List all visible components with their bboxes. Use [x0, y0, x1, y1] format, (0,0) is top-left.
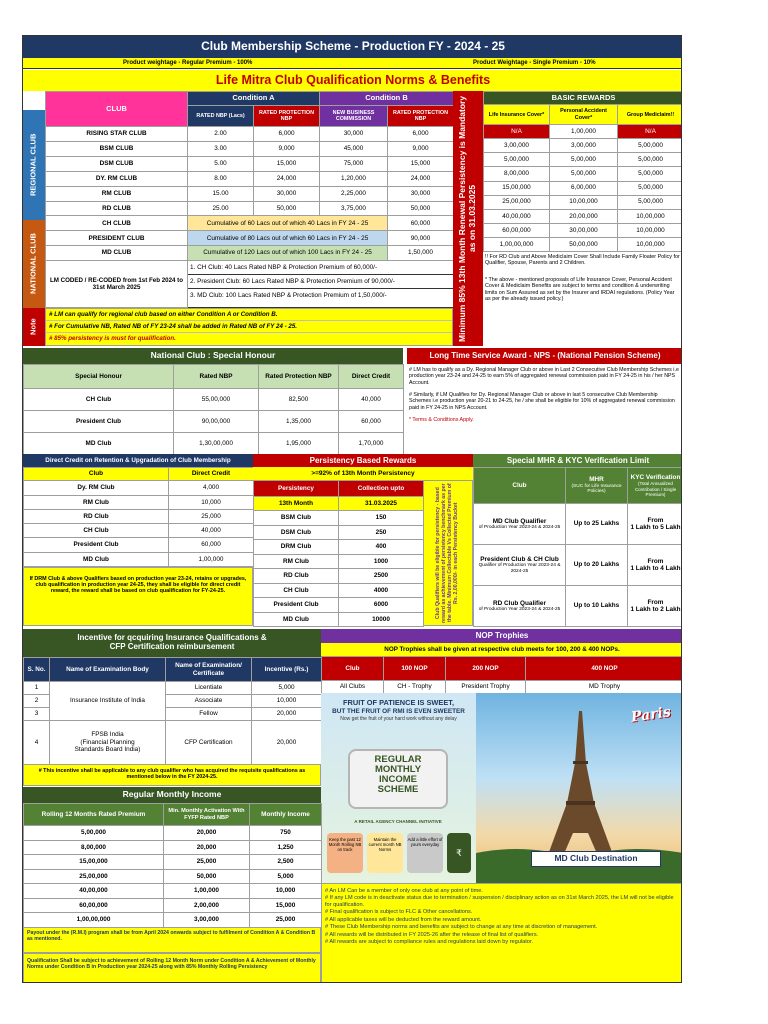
col-group-mediclaim: Group Mediclaim!!: [618, 105, 683, 125]
persistency-title: Persistency Based Rewards: [253, 454, 473, 467]
rmi-row: 15,00,000 25,000 2,500: [24, 855, 322, 870]
incentive-title: Incentive for qcquiring Insurance Qualifications & CFP Certification reimbursement: [23, 629, 321, 657]
reward-row: 40,00,000 20,00,000 10,00,000: [484, 209, 683, 223]
regional-row: DSM CLUB 5.00 15,000 75,000 15,000: [46, 156, 454, 171]
col-rated-nbp: RATED NBP (Lacs): [188, 105, 254, 126]
jar-1: Keep the past 12 Month Rolling NB on track: [327, 833, 363, 873]
poster-jars: [327, 833, 471, 873]
condition-a-header: Condition A: [188, 92, 320, 106]
mhr-row: RD Club Qualifier of Production Year 2023-24 & 2024-25 Up to 10 Lakhs From 1 Lakh to 2 Lakh: [474, 586, 683, 627]
rmi-row: 8,00,000 20,000 1,250: [24, 840, 322, 855]
nop-table: Club 100 NOP 200 NOP 400 NOP All Clubs CH - Trophy President Trophy MD Trophy: [321, 656, 682, 693]
club-header: CLUB: [46, 92, 188, 127]
incentive-row: 4 FPSB India (Financial Planning Standards Board India) CFP Certification 20,000: [24, 721, 322, 765]
direct-credit-row: MD Club 1,00,000: [24, 552, 254, 566]
national-row: CH CLUB Cumulative of 60 Lacs out of which 40 Lacs in FY 24 - 25 60,000: [46, 216, 454, 231]
national-club-label: NATIONAL CLUB: [23, 220, 45, 308]
rmi-note-1: Payout under the (R.M.I) program shall be from April 2024 onwards subject to fulfilment of Condition A & Condition B as mentioned.: [23, 927, 321, 953]
jar-3: Add a little effort of yours everyday: [407, 833, 443, 873]
persistency-mandatory-label: Minimum 85% 13th Month Renewal Persistency is Mandatory as on 31.03.2025: [453, 91, 483, 346]
honour-row: CH Club 55,00,000 82,500 40,000: [24, 389, 404, 411]
direct-credit-row: RM Club 10,000: [24, 495, 254, 509]
rmi-row: 60,00,000 2,00,000 15,000: [24, 898, 322, 913]
regional-row: RISING STAR CLUB 2.00 6,000 30,000 6,000: [46, 127, 454, 142]
col-life-cover: Life Insurance Cover*: [484, 105, 550, 125]
lm-rules: 1. CH Club: 40 Lacs Rated NBP & Protection Premium of 60,000/- 2. President Club: 60 Lacs Rated NBP & Protection Premium of 90,000/- 3. MD Club: 100 Lacs Rated NBP & Protection Premium of 1,50,000/-: [188, 261, 454, 308]
honour-row: President Club 90,00,000 1,35,000 60,000: [24, 411, 404, 433]
reward-row: 8,00,000 5,00,000 5,00,000: [484, 167, 683, 181]
persistency-row: DRM Club 400: [254, 540, 424, 555]
rmi-table: Rolling 12 Months Rated Premium Min. Monthly Activation With FYFP Rated NBP Monthly Income 5,00,000 20,000 750 8,00,000 20,000 1,250 15,00,000 25,000 2,500 25,00,000 50,000 5,000 40,00,000 1,00,000 10,000 60,00,000 2,00,000 15,000 1,00,00,000 3,00,000 25,000: [23, 803, 321, 927]
md-club-destination-label: MD Club Destination: [531, 851, 661, 867]
incentive-table: S. No. Name of Examination Body Name of Examination/ Certificate Incentive (Rs.) 1 Insurance Institute of India Licentiate 5,000 2 Associate 10,000 3 Fellow 20,000 4 FPSB India (Financial Planning Standards Board India) CFP Certification 20,000: [23, 657, 321, 764]
md-club-destination-image: [476, 693, 682, 883]
nop-subtitle: NOP Trophies shall be given at respective club meets for 100, 200 & 400 NOPs.: [321, 643, 682, 656]
col-rated-protection-b: RATED PROTECTION NBP: [388, 105, 454, 126]
reward-row: 60,00,000 30,00,000 10,00,000: [484, 223, 683, 237]
poster-tagline: Now get the fruit of your hard work without any delay: [340, 715, 457, 722]
reward-row: 25,00,000 10,00,000 5,00,000: [484, 195, 683, 209]
weightage-bar: [23, 58, 682, 69]
basic-rewards-header: BASIC REWARDS: [484, 92, 683, 105]
mediclaim-note: !! For RD Club and Above Mediclaim Cover Shall Include Family Floater Policy for Qualifier, Spouse, Parents and 2 Children.: [485, 254, 680, 267]
footer-notes: # An LM Can be a member of only one club at any point of time. # If any LM code is in deactivate status due to termination / suspension / disciplinary action as on 31st March 2025, the LM will not be eligible for qualification. # Final qualification is subject to FLC & Other cancellations. # All applicable taxes will be deducted from the reward amount. # These Club Membership norms and benefits are subject to change at any time at discretion of management. # All rewards will be distributed in FY 2025-26 after the release of final list of qualifiers. # All rewards are subject to compliance rules and regulations laid down by regulator.: [321, 883, 682, 983]
direct-credit-note: If DRM Club & above Qualifiers based on production year 23-24, retains or upgrades, club qualification in production year 24-25, they shall be eligible for direct credit reward, the reward shall be based on club qualification for FY-24-25.: [23, 567, 253, 626]
page: [22, 35, 682, 983]
national-row: MD CLUB Cumulative of 120 Lacs out of which 100 Lacs in FY 24 - 25 1,50,000: [46, 246, 454, 261]
persistency-row: BSM Club 150: [254, 511, 424, 526]
paris-logo: Paris: [630, 704, 672, 726]
regional-club-label: REGIONAL CLUB: [23, 110, 45, 220]
incentive-row: 2 Associate 10,000: [24, 695, 322, 708]
persistency-row: DSM Club 250: [254, 525, 424, 540]
persistency-row: CH Club 4000: [254, 583, 424, 598]
persistency-row: RM Club 1000: [254, 554, 424, 569]
poster-initiative: A RETAIL AGENCY CHANNEL INITIATIVE: [354, 819, 442, 824]
rmi-note-2: Qualification Shall be subject to achievement of Rolling 12 Month Norm under Condition A & Achievement of Monthly Norms under Condition B in Production year 2024-25 along with 85% Monthly Rolling Persistency: [23, 953, 321, 983]
direct-credit-table: Club Direct Credit Dy. RM Club 4,000 RM Club 10,000 RD Club 25,000 CH Club 40,000 President Club 60,000 MD Club 1,00,000: [23, 467, 253, 567]
reward-row: 3,00,000 3,00,000 5,00,000: [484, 139, 683, 153]
direct-credit-row: President Club 60,000: [24, 538, 254, 552]
persistency-row: President Club 6000: [254, 598, 424, 613]
rmi-row: 1,00,00,000 3,00,000 25,000: [24, 913, 322, 928]
rmi-row: 40,00,000 1,00,000 10,000: [24, 884, 322, 899]
nop-row: All Clubs CH - Trophy President Trophy MD Trophy: [322, 681, 683, 694]
poster-headline-2: BUT THE FRUIT OF RMI IS EVEN SWEETER: [332, 707, 465, 715]
condition-b-header: Condition B: [320, 92, 454, 106]
direct-credit-row: Dy. RM Club 4,000: [24, 481, 254, 495]
direct-credit-row: CH Club 40,000: [24, 524, 254, 538]
cash-icon: ₹: [447, 833, 471, 873]
national-row: PRESIDENT CLUB Cumulative of 80 Lacs out of which 60 Lacs in FY 24 - 25 90,000: [46, 231, 454, 246]
rmi-poster: [321, 693, 476, 883]
mhr-row: President Club & CH Club Qualifier of Production Year 2023-24 & 2024-25 Up to 20 Lakhs From 1 Lakh to 4 Lakh: [474, 545, 683, 586]
col-rated-protection: RATED PROTECTION NBP: [254, 105, 320, 126]
regional-row: RM CLUB 15.00 30,000 2,25,000 30,000: [46, 186, 454, 201]
regional-row: RD CLUB 25.00 50,000 3,75,000 50,000: [46, 201, 454, 216]
cover-terms-note: * The above - mentioned proposals of Life Insurance Cover, Personal Accident Cover & Mediclaim Benefits are subject to terms and condition & underwriting limits on Sum Assured as set by the Insurer and IRDAI regulations. (Policy Year as per the already issued policy.): [485, 276, 675, 303]
rmi-title: Regular Monthly Income: [23, 787, 321, 803]
poster-headline-1: FRUIT OF PATIENCE IS SWEET,: [343, 698, 454, 707]
direct-credit-title: Direct Credit on Retention & Upgradation of Club Membership: [23, 454, 253, 467]
page-title: Club Membership Scheme - Production FY - 2024 - 25: [23, 36, 682, 58]
persistency-row: MD Club 10000: [254, 612, 424, 627]
persistency-vertical-note: Club Qualifiers will be eligible for persistency - based reward as achievement of persistency benchmark as per the table. Minimum Collectable Vs Collected Premium of Rs. 2,00,000/- in each Persistency Bucket: [423, 480, 473, 626]
direct-credit-row: RD Club 25,000: [24, 509, 254, 523]
poster-board: REGULAR MONTHLY INCOME SCHEME: [348, 749, 448, 809]
col-pa-cover: Personal Accident Cover*: [550, 105, 618, 125]
lm-coded: LM CODED / RE-CODED from 1st Feb 2024 to 31st March 2025: [46, 261, 188, 308]
rmi-row: 5,00,000 20,000 750: [24, 826, 322, 841]
qualification-notes: # LM can qualify for regional club based on either Condition A or Condition B. # For Cumulative NB, Rated NB of FY 23-24 shall be added in Rated NB of FY 24 - 25. # 85% persistency is must for qualification.: [45, 308, 453, 346]
reward-row: N/A 1,00,000 N/A: [484, 125, 683, 139]
mhr-row: MD Club Qualifier of Production Year 2023-24 & 2024-25 Up to 25 Lakhs From 1 Lakh to 5 Lakh: [474, 504, 683, 545]
rewards-notes: [485, 254, 681, 344]
persistency-row: RD Club 2500: [254, 569, 424, 584]
mitra-title: Life Mitra Club Qualification Norms & Benefits: [23, 70, 682, 91]
mhr-table: Club MHR (SUC for Life Insurance Policies) KYC Verification (Total Annualized Contribution / Single Premium) MD Club Qualifier of Production Year 2023-24 & 2024-25 Up to 25 Lakhs From 1 Lakh to 5 Lakh President Club & CH Club Qualifier of Production Year 2023-24 & 2024-25 Up to 20 Lakhs From 1 Lakh to 4 Lakh RD Club Qualifier of Production Year 2023-24 & 2024-25 Up to 10 Lakhs From 1 Lakh to 2 Lakh: [473, 467, 682, 626]
reward-row: 15,00,000 6,00,000 5,00,000: [484, 181, 683, 195]
regional-row: DY. RM CLUB 8.00 24,000 1,20,000 24,000: [46, 171, 454, 186]
regional-row: BSM CLUB 3.00 9,000 45,000 9,000: [46, 141, 454, 156]
reward-row: 5,00,000 5,00,000 5,00,000: [484, 153, 683, 167]
jar-2: Maintain the current month NB Norms: [367, 833, 403, 873]
incentive-row: 3 Fellow 20,000: [24, 708, 322, 721]
note-label: Note: [23, 308, 45, 346]
mhr-title: Special MHR & KYC Verification Limit: [473, 454, 682, 467]
col-new-business-commission: NEW BUSINESS COMMISSION: [320, 105, 388, 126]
weightage-single: Product Weightage - Single Premium - 10%: [473, 60, 596, 66]
nps-title: Long Time Service Award - NPS - (National Pension Scheme): [407, 348, 682, 364]
incentive-note: # This incentive shall be applicable to any club qualifier who has acquired the requisite qualifications as mentioned below in the FY 2024-25.: [23, 764, 321, 786]
rmi-row: 25,00,000 50,000 5,000: [24, 869, 322, 884]
honour-row: MD Club 1,30,00,000 1,95,000 1,70,000: [24, 433, 404, 455]
persistency-subtitle: >=92% of 13th Month Persistency: [253, 467, 473, 480]
weightage-regular: Product weightage - Regular Premium - 100%: [123, 60, 253, 66]
persistency-table: Persistency Collection upto 13th Month 31.03.2025 BSM Club 150 DSM Club 250 DRM Club 400 RM Club 1000 RD Club 2500 CH Club 4000 President Club 6000 MD Club 10000: [253, 480, 423, 626]
reward-row: 1,00,00,000 50,00,000 10,00,000: [484, 237, 683, 251]
special-honour-title: National Club : Special Honour: [23, 348, 403, 364]
qualification-table: [45, 91, 453, 308]
nop-title: NOP Trophies: [321, 629, 682, 643]
incentive-row: 1 Insurance Institute of India Licentiate 5,000: [24, 682, 322, 695]
basic-rewards-table: [483, 91, 682, 252]
special-honour-table: Special Honour Rated NBP Rated Protection NBP Direct Credit CH Club 55,00,000 82,500 40,000 President Club 90,00,000 1,35,000 60,000 MD Club 1,30,00,000 1,95,000 1,70,000: [23, 364, 403, 454]
nps-text: # LM has to qualify as a Dy. Regional Manager Club or above in Last 2 Consecutive Club Membership Schemes i.e production year 23-24 and 24-25 to earn 5% of aggregated renewal commission paid in FY 24-25 in his / her NPS Account. # Similarly, if LM Qualifies for Dy. Regional Manager Club or above in last 5 consecutive Club Membership Schemes i.e production year 20-21 to 24-25, he / she shall be eligible for 10% of aggregated renewal commission paid in FY 24-25 in NPS Account. * Terms & Conditions Apply.: [409, 367, 679, 424]
